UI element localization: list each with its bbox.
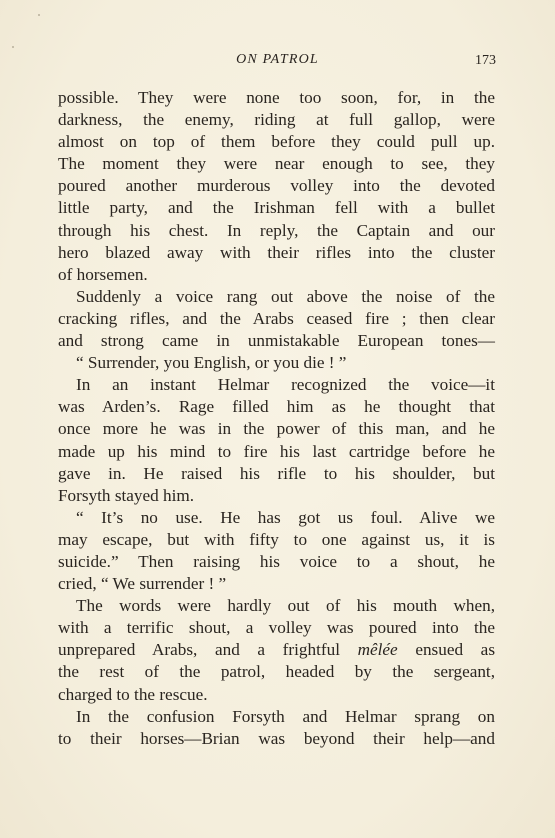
text-line: once more he was in the power of this man, and he [58,419,495,439]
text-line: almost on top of them before they could pull up. [58,132,495,152]
text-line: Forsyth stayed him. [58,485,195,505]
text-line: the rest of the patrol, headed by the sergeant, [58,662,495,682]
paper-speck [12,46,14,48]
text-run: ensued as [397,640,496,660]
text-line: darkness, the enemy, riding at full gallop, were [58,110,495,130]
body-text [58,87,495,750]
text-line: possible. They were none too soon, for, in the [58,88,495,107]
text-line: may escape, but with fifty to one against us, it is [58,529,495,549]
text-line: The moment they were near enough to see, they [58,154,495,174]
text-line: with a terrific shout, a volley was poured into the [58,618,495,638]
text-line: The words were hardly out of his mouth when, [76,596,495,616]
text-line: through his chest. In reply, the Captain and our [58,220,495,240]
text-line: charged to the rescue. [58,684,208,704]
text-line: Suddenly a voice rang out above the noise of the [76,286,495,306]
text-line: hero blazed away with their rifles into the cluster [58,242,495,262]
text-line: In the confusion Forsyth and Helmar sprang on [76,706,495,726]
italic-word: mêlée [357,640,398,660]
text-run: unprepared Arabs, and a frightful [58,640,358,660]
paper-speck [38,14,40,16]
text-line: poured another murderous volley into the devoted [58,176,495,196]
text-line: of horsemen. [58,264,148,284]
running-head [0,52,555,72]
text-line: suicide.” Then raising his voice to a shout, he [58,551,495,571]
text-line: gave in. He raised his rifle to his shoulder, but [58,463,495,483]
text-line: little party, and the Irishman fell with a bullet [58,198,495,218]
text-line: In an instant Helmar recognized the voice—it [76,375,495,395]
running-title: ON PATROL [236,52,319,67]
page-number: 173 [475,53,496,68]
text-line-with-italic [58,639,495,661]
text-line: was Arden’s. Rage filled him as he thought that [58,397,495,417]
text-line: cracking rifles, and the Arabs ceased fire ; then clear [58,308,495,328]
text-line: “ Surrender, you English, or you die ! ” [76,353,347,373]
text-line: cried, “ We surrender ! ” [58,574,227,594]
text-line: and strong came in unmistakable European tones— [58,331,495,351]
text-line: made up his mind to fire his last cartridge before he [58,441,495,461]
text-line: to their horses—Brian was beyond their help—and [58,728,495,748]
text-line: “ It’s no use. He has got us foul. Alive we [76,507,495,527]
